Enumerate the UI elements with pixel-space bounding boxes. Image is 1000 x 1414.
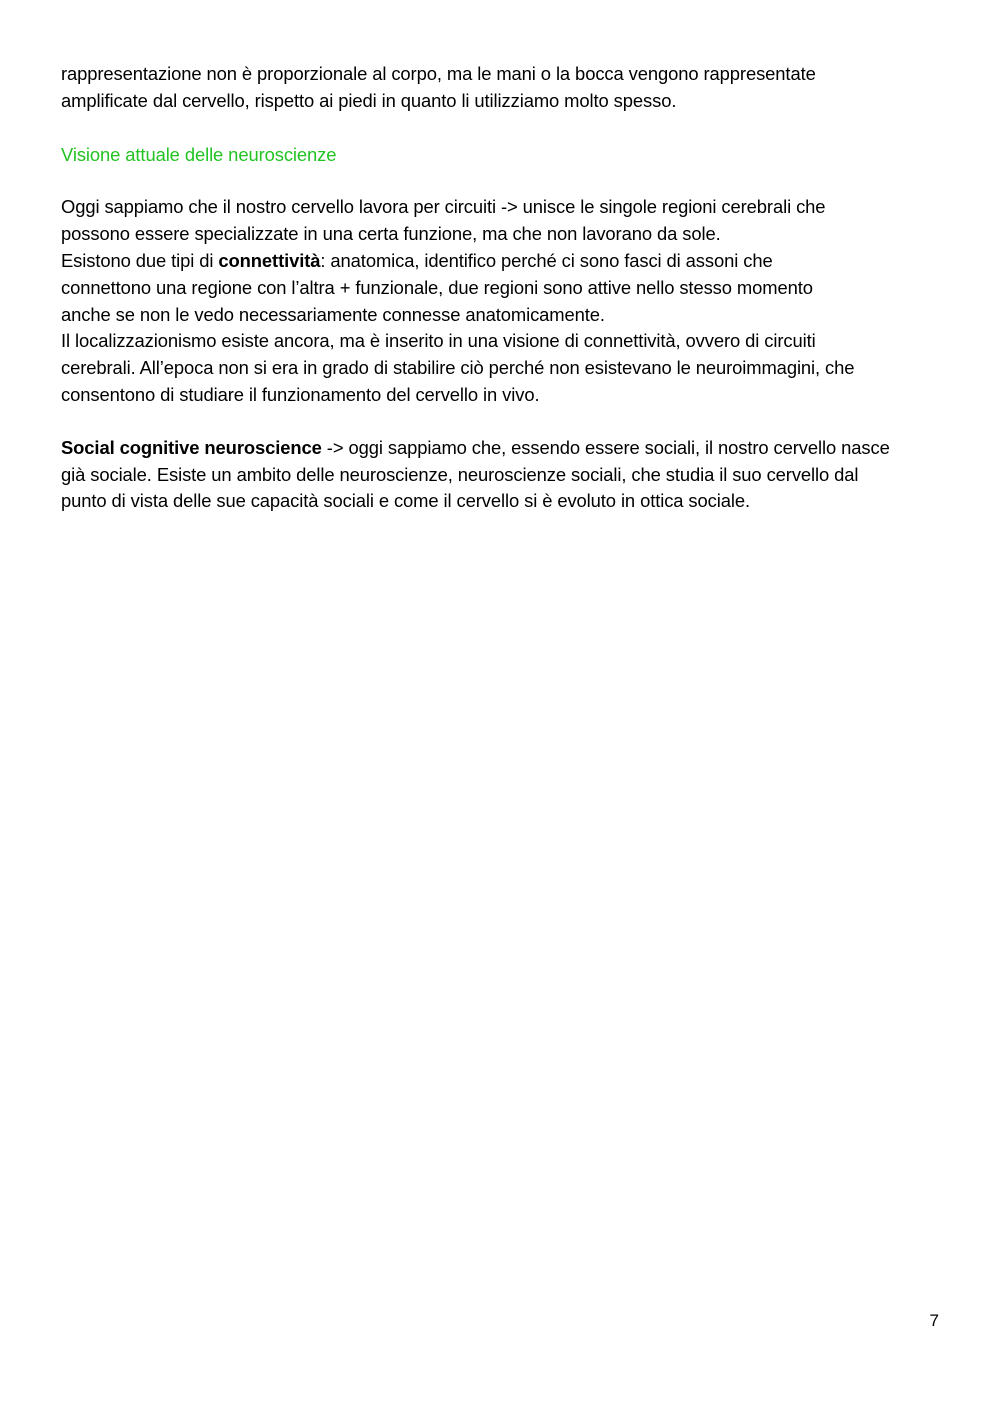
connectivity-line-2: possono essere specializzate in una certa funzione, ma che non lavorano da sole.	[61, 223, 721, 245]
connectivity-line-3	[61, 248, 941, 275]
social-paragraph	[61, 435, 941, 515]
connectivity-line-3-prefix: Esistono due tipi di	[61, 249, 219, 271]
connectivity-paragraph	[61, 194, 941, 408]
page-number: 7	[929, 1311, 939, 1330]
connectivity-line-3-suffix: : anatomica, identifico perché ci sono fasci di assoni che	[320, 249, 773, 271]
intro-line-2: amplificate dal cervello, rispetto ai piedi in quanto li utilizziamo molto spesso.	[61, 89, 677, 111]
section-heading: Visione attuale delle neuroscienze	[61, 143, 337, 165]
social-line-2: già sociale. Esiste un ambito delle neuroscienze, neuroscienze sociali, che studia il suo cervello dal	[61, 463, 859, 485]
paragraph-spacer	[61, 409, 941, 435]
connectivity-term: connettività	[218, 249, 321, 271]
intro-line-1: rappresentazione non è proporzionale al corpo, ma le mani o la bocca vengono rappresentate	[61, 63, 816, 84]
connectivity-line-1: Oggi sappiamo che il nostro cervello lavora per circuiti -> unisce le singole regioni cerebrali che	[61, 196, 826, 218]
connectivity-line-5: anche se non le vedo necessariamente connesse anatomicamente.	[61, 303, 605, 325]
connectivity-line-6: Il localizzazionismo esiste ancora, ma è inserito in una visione di connettività, ovvero di circuiti	[61, 330, 816, 352]
social-term: Social cognitive neuroscience	[61, 436, 322, 458]
connectivity-line-8: consentono di studiare il funzionamento del cervello in vivo.	[61, 383, 540, 405]
connectivity-line-4: connettono una regione con l’altra + funzionale, due regioni sono attive nello stesso momento	[61, 276, 813, 298]
page-content	[61, 61, 941, 515]
connectivity-line-7: cerebrali. All’epoca non si era in grado di stabilire ciò perché non esistevano le neuroimmagini, che	[61, 357, 855, 379]
social-line-3: punto di vista delle sue capacità sociali e come il cervello si è evoluto in ottica sociale.	[61, 490, 750, 512]
intro-paragraph	[61, 61, 941, 115]
social-line-1-suffix: -> oggi sappiamo che, essendo essere sociali, il nostro cervello nasce	[321, 436, 890, 458]
social-line-1	[61, 435, 941, 462]
